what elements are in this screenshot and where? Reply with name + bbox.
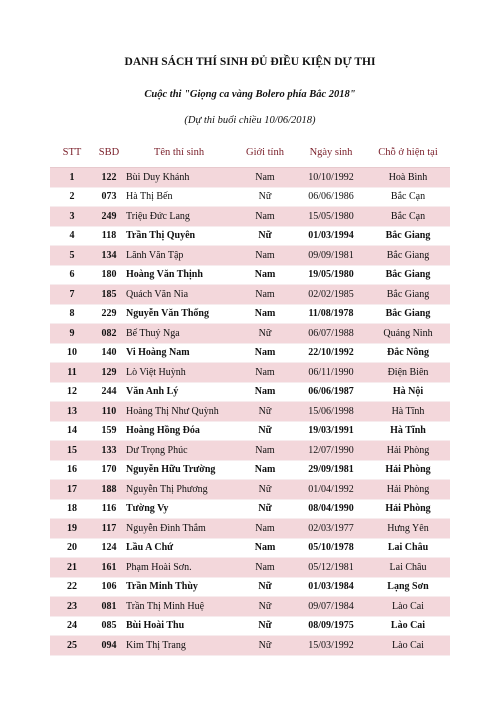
table-row [50,382,450,402]
cell-place: Lào Cai [366,636,450,656]
cell-stt: 18 [50,499,94,519]
cell-dob: 12/07/1990 [296,441,366,461]
cell-name: Kim Thị Trang [124,636,234,656]
cell-place: Hải Phòng [366,460,450,480]
cell-sex: Nữ [234,597,296,617]
cell-place: Bắc Giang [366,246,450,266]
cell-sex: Nam [234,519,296,539]
cell-stt: 13 [50,402,94,422]
cell-sex: Nữ [234,480,296,500]
cell-sbd: 117 [94,519,124,539]
cell-name: Lầu A Chứ [124,538,234,558]
cell-sex: Nam [234,246,296,266]
cell-sbd: 133 [94,441,124,461]
cell-stt: 21 [50,558,94,578]
cell-place: Lai Châu [366,538,450,558]
cell-place: Lạng Sơn [366,577,450,597]
column-header-sex: Giới tính [234,137,296,168]
cell-sbd: 249 [94,207,124,227]
cell-sbd: 081 [94,597,124,617]
cell-sex: Nam [234,168,296,188]
cell-sbd: 085 [94,616,124,636]
table-row [50,421,450,441]
cell-name: Trần Thị Minh Huệ [124,597,234,617]
cell-sbd: 082 [94,324,124,344]
table-row [50,168,450,188]
cell-sbd: 185 [94,285,124,305]
cell-sex: Nữ [234,616,296,636]
cell-stt: 23 [50,597,94,617]
cell-dob: 05/10/1978 [296,538,366,558]
cell-name: Nguyễn Thị Phương [124,480,234,500]
cell-name: Trần Thị Quyên [124,226,234,246]
column-header-sbd: SBD [94,137,124,168]
cell-place: Lai Châu [366,558,450,578]
cell-sex: Nam [234,304,296,324]
cell-sex: Nữ [234,187,296,207]
cell-stt: 9 [50,324,94,344]
cell-sex: Nam [234,343,296,363]
cell-dob: 02/02/1985 [296,285,366,305]
table-row [50,538,450,558]
cell-place: Hà Nội [366,382,450,402]
contest-subtitle: Cuộc thi "Giọng ca vàng Bolero phía Bắc 2018" [144,89,356,100]
cell-dob: 02/03/1977 [296,519,366,539]
table-row [50,597,450,617]
cell-sex: Nam [234,265,296,285]
cell-dob: 01/03/1994 [296,226,366,246]
cell-sbd: 188 [94,480,124,500]
cell-place: Hải Phòng [366,441,450,461]
cell-place: Điện Biên [366,363,450,383]
cell-place: Hoà Bình [366,168,450,188]
cell-sbd: 110 [94,402,124,422]
cell-dob: 01/04/1992 [296,480,366,500]
table-row [50,265,450,285]
cell-sex: Nữ [234,421,296,441]
cell-sbd: 106 [94,577,124,597]
cell-place: Hải Phòng [366,480,450,500]
cell-place: Bắc Giang [366,304,450,324]
table-row [50,499,450,519]
table-row [50,324,450,344]
cell-stt: 1 [50,168,94,188]
cell-dob: 06/06/1986 [296,187,366,207]
cell-sex: Nữ [234,324,296,344]
column-header-stt: STT [50,137,94,168]
cell-dob: 05/12/1981 [296,558,366,578]
column-header-place: Chỗ ở hiện tại [366,137,450,168]
cell-place: Hà Tĩnh [366,402,450,422]
cell-stt: 24 [50,616,94,636]
cell-sbd: 161 [94,558,124,578]
cell-sex: Nam [234,207,296,227]
cell-dob: 15/05/1980 [296,207,366,227]
cell-name: Dư Trọng Phúc [124,441,234,461]
table-row [50,577,450,597]
cell-stt: 10 [50,343,94,363]
cell-place: Hưng Yên [366,519,450,539]
cell-name: Quách Văn Nia [124,285,234,305]
table-row [50,207,450,227]
cell-name: Hoàng Hồng Đóa [124,421,234,441]
cell-sex: Nữ [234,226,296,246]
cell-sex: Nam [234,558,296,578]
cell-name: Nguyễn Hữu Trường [124,460,234,480]
table-row [50,480,450,500]
cell-stt: 17 [50,480,94,500]
cell-place: Hà Tĩnh [366,421,450,441]
cell-dob: 29/09/1981 [296,460,366,480]
cell-sbd: 134 [94,246,124,266]
table-row [50,636,450,656]
cell-dob: 08/09/1975 [296,616,366,636]
cell-name: Hoàng Văn Thịnh [124,265,234,285]
cell-dob: 06/06/1987 [296,382,366,402]
cell-dob: 19/05/1980 [296,265,366,285]
cell-stt: 25 [50,636,94,656]
cell-name: Nguyễn Đình Thắm [124,519,234,539]
cell-name: Lò Việt Huỳnh [124,363,234,383]
cell-place: Lào Cai [366,597,450,617]
cell-dob: 10/10/1992 [296,168,366,188]
cell-stt: 16 [50,460,94,480]
cell-sbd: 094 [94,636,124,656]
cell-stt: 11 [50,363,94,383]
table-row [50,187,450,207]
cell-sbd: 116 [94,499,124,519]
cell-place: Bắc Giang [366,285,450,305]
cell-stt: 12 [50,382,94,402]
cell-place: Bắc Giang [366,265,450,285]
cell-place: Lào Cai [366,616,450,636]
table-row [50,558,450,578]
cell-name: Hoàng Thị Như Quỳnh [124,402,234,422]
table-row [50,519,450,539]
cell-name: Bùi Hoài Thu [124,616,234,636]
cell-stt: 22 [50,577,94,597]
cell-sex: Nữ [234,577,296,597]
cell-sbd: 118 [94,226,124,246]
cell-stt: 7 [50,285,94,305]
cell-sex: Nam [234,538,296,558]
table-row [50,460,450,480]
cell-stt: 19 [50,519,94,539]
document-title: DANH SÁCH THÍ SINH ĐỦ ĐIỀU KIỆN DỰ THI [124,56,376,68]
cell-sbd: 140 [94,343,124,363]
column-header-dob: Ngày sinh [296,137,366,168]
cell-sbd: 244 [94,382,124,402]
cell-place: Hải Phòng [366,499,450,519]
cell-sbd: 122 [94,168,124,188]
candidate-table [50,137,450,656]
cell-name: Lãnh Văn Tập [124,246,234,266]
table-row [50,226,450,246]
cell-sbd: 124 [94,538,124,558]
cell-name: Bế Thuý Nga [124,324,234,344]
cell-dob: 08/04/1990 [296,499,366,519]
cell-place: Bắc Giang [366,226,450,246]
cell-sex: Nam [234,363,296,383]
cell-stt: 8 [50,304,94,324]
cell-sex: Nữ [234,402,296,422]
table-row [50,363,450,383]
cell-stt: 5 [50,246,94,266]
cell-dob: 15/03/1992 [296,636,366,656]
cell-dob: 09/07/1984 [296,597,366,617]
cell-name: Trần Minh Thùy [124,577,234,597]
cell-sbd: 229 [94,304,124,324]
table-row [50,285,450,305]
cell-name: Văn Anh Lý [124,382,234,402]
cell-name: Hà Thị Bến [124,187,234,207]
cell-dob: 15/06/1998 [296,402,366,422]
cell-sex: Nam [234,382,296,402]
cell-sex: Nam [234,460,296,480]
cell-stt: 14 [50,421,94,441]
cell-dob: 06/07/1988 [296,324,366,344]
cell-sbd: 159 [94,421,124,441]
cell-dob: 22/10/1992 [296,343,366,363]
cell-stt: 15 [50,441,94,461]
cell-place: Quảng Ninh [366,324,450,344]
cell-dob: 09/09/1981 [296,246,366,266]
cell-name: Triệu Đức Lang [124,207,234,227]
cell-sbd: 170 [94,460,124,480]
cell-stt: 20 [50,538,94,558]
cell-sbd: 129 [94,363,124,383]
cell-sex: Nam [234,285,296,305]
cell-place: Bắc Cạn [366,207,450,227]
table-row [50,304,450,324]
cell-dob: 19/03/1991 [296,421,366,441]
cell-sbd: 180 [94,265,124,285]
cell-sbd: 073 [94,187,124,207]
table-row [50,246,450,266]
cell-place: Đắc Nông [366,343,450,363]
cell-name: Nguyễn Văn Thống [124,304,234,324]
cell-sex: Nữ [234,636,296,656]
cell-stt: 2 [50,187,94,207]
column-header-name: Tên thí sinh [124,137,234,168]
cell-stt: 3 [50,207,94,227]
table-row [50,441,450,461]
cell-name: Vi Hoàng Nam [124,343,234,363]
table-row [50,616,450,636]
cell-dob: 01/03/1984 [296,577,366,597]
cell-dob: 11/08/1978 [296,304,366,324]
cell-stt: 6 [50,265,94,285]
cell-name: Tường Vy [124,499,234,519]
cell-name: Phạm Hoài Sơn. [124,558,234,578]
cell-sex: Nữ [234,499,296,519]
cell-dob: 06/11/1990 [296,363,366,383]
exam-date-note: (Dự thi buổi chiều 10/06/2018) [184,115,316,126]
table-row [50,343,450,363]
cell-stt: 4 [50,226,94,246]
table-row [50,402,450,422]
cell-place: Bắc Cạn [366,187,450,207]
table-header-row [50,137,450,168]
cell-sex: Nam [234,441,296,461]
cell-name: Bùi Duy Khánh [124,168,234,188]
